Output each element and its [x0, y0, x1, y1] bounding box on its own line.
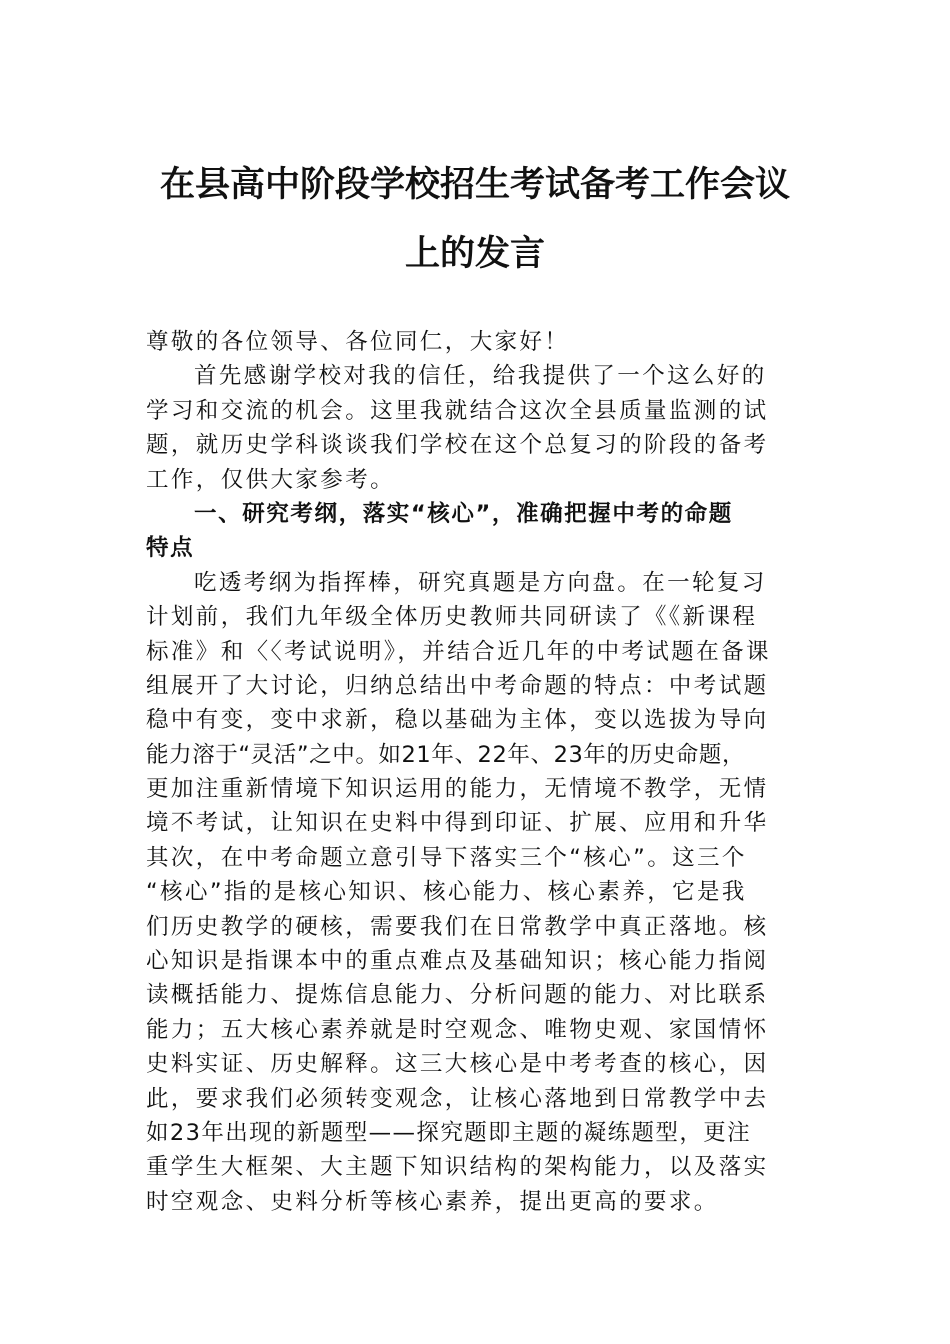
paragraph-line: 此，要求我们必须转变观念，让核心落地到日常教学中去	[146, 1085, 769, 1112]
paragraph-line: 重学生大框架、大主题下知识结构的架构能力，以及落实	[146, 1154, 769, 1181]
paragraph-line: 稳中有变，变中求新，稳以基础为主体，变以选拔为导向	[146, 707, 769, 734]
paragraph-line: “核心”指的是核心知识、核心能力、核心素养，它是我	[146, 879, 747, 906]
paragraph-line: 学习和交流的机会。这里我就结合这次全县质量监测的试	[146, 397, 769, 424]
paragraph-line: 能力溶于“灵活”之中。如21年、22年、23年的历史命题，	[146, 741, 746, 768]
paragraph-line: 计划前，我们九年级全体历史教师共同研读了《《新课程	[146, 604, 758, 631]
paragraph-line: 工作，仅供大家参考。	[146, 466, 396, 493]
document-body	[146, 325, 816, 1219]
greeting-line: 尊敬的各位领导、各位同仁，大家好！	[146, 329, 570, 355]
paragraph-line: 吃透考纲为指挥棒，研究真题是方向盘。在一轮复习	[194, 569, 767, 596]
paragraph-line: 心知识是指课本中的重点难点及基础知识；核心能力指阅	[146, 948, 769, 975]
paragraph-line: 其次，在中考命题立意引导下落实三个“核心”。这三个	[146, 844, 747, 871]
paragraph-line: 读概括能力、提炼信息能力、分析问题的能力、对比联系	[146, 982, 769, 1009]
paragraph-line: 们历史教学的硬核，需要我们在日常教学中真正落地。核	[146, 913, 769, 940]
paragraph-line: 史料实证、历史解释。这三大核心是中考考查的核心，因	[146, 1051, 769, 1078]
document-title-line-1: 在县高中阶段学校招生考试备考工作会议	[159, 164, 790, 205]
section-heading-line: 特点	[146, 535, 195, 562]
paragraph-line: 标准》和〈〈考试说明》，并结合近几年的中考试题在备课	[146, 638, 771, 665]
paragraph-line: 如23年出现的新题型——探究题即主题的凝练题型，更注	[146, 1119, 752, 1146]
document-title-line-2: 上的发言	[404, 233, 545, 274]
paragraph-line: 题，就历史学科谈谈我们学校在这个总复习的阶段的备考	[146, 432, 769, 459]
paragraph-line: 组展开了大讨论，归纳总结出中考命题的特点：中考试题	[146, 672, 769, 699]
paragraph-line: 能力；五大核心素养就是时空观念、唯物史观、家国情怀	[146, 1016, 769, 1043]
paragraph-line: 更加注重新情境下知识运用的能力，无情境不教学，无情	[146, 776, 769, 803]
paragraph-line: 时空观念、史料分析等核心素养，提出更高的要求。	[146, 1188, 719, 1215]
section-heading-line: 一、研究考纲，落实“核心”，准确把握中考的命题	[194, 500, 733, 527]
paragraph-line: 境不考试，让知识在史料中得到印证、扩展、应用和升华	[146, 810, 769, 837]
paragraph-line: 首先感谢学校对我的信任，给我提供了一个这么好的	[194, 363, 767, 390]
